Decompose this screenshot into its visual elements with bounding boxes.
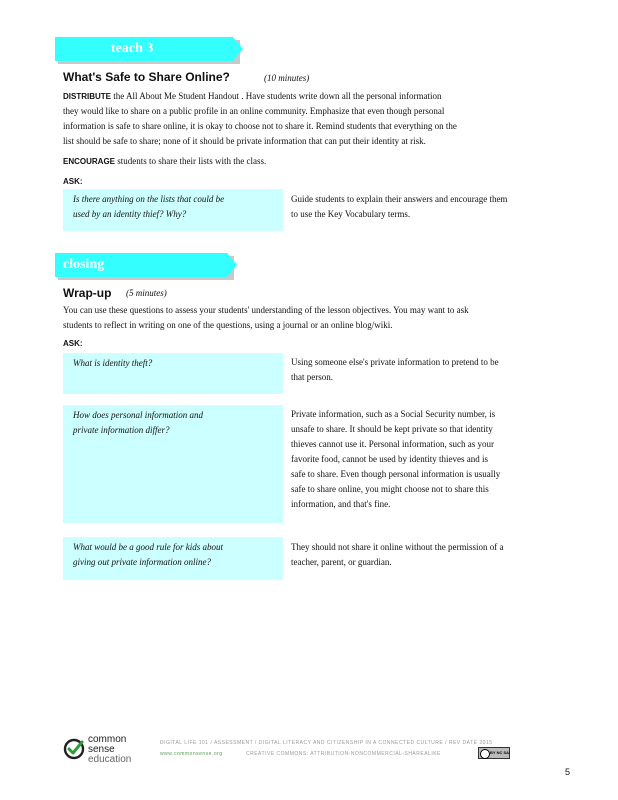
answer-line: unsafe to share. It should be kept private so that identity [291,424,493,434]
closing-answer-2 [291,407,563,512]
answer-line: favorite food, cannot be used by identity thieves and is [291,454,488,464]
closing-intro-line-2: students to reflect in writing on one of the questions, using a journal or an online blog/wiki. [63,320,393,330]
creative-commons-badge [478,747,510,759]
teach-heading: What's Safe to Share Online? [63,70,230,84]
closing-question-box-2 [63,405,283,523]
answer-line: thieves cannot use it. Personal information, such as your [291,439,494,449]
closing-answer-3 [291,540,563,570]
encourage-label: ENCOURAGE [63,157,116,166]
question-line: Is there anything on the lists that could be [73,194,225,204]
teach-answer [291,192,563,222]
answer-line: They should not share it online without the permission of a [291,542,504,552]
answer-line: Private information, such as a Social Security number, is [291,409,496,419]
closing-banner-label: closing [63,257,105,272]
answer-line: Guide students to explain their answers and encourage them [291,194,508,204]
answer-line: information, and that's fine. [291,499,391,509]
question-line: private information differ? [73,425,170,435]
closing-heading: Wrap-up [63,286,112,300]
closing-intro [63,303,563,333]
answer-line: safe to share. Even though personal information is usually [291,469,501,479]
question-line: giving out private information online? [73,557,211,567]
checkmark-logo-icon [63,738,85,760]
logo-word-sense: sense [88,744,115,755]
common-sense-logo [63,735,153,769]
teach-question-box [63,189,283,231]
distribute-label: DISTRIBUTE [63,92,111,101]
question-line: How does personal information and [73,410,204,420]
footer-url[interactable]: www.commonsense.org [160,751,223,757]
encourage-text: students to share their lists with the class. [117,156,267,166]
cc-badge-text: BY NC SA [490,750,510,755]
closing-banner [55,253,227,277]
answer-line: that person. [291,372,333,382]
closing-intro-line-1: You can use these questions to assess your students' understanding of the lesson objectives. You may want to ask [63,305,469,315]
closing-question-box-1 [63,353,283,394]
distribute-text-1: the All About Me Student Handout . Have students write down all the personal information [113,91,442,101]
page-number: 5 [565,767,571,777]
distribute-paragraph [63,89,563,149]
question-line: used by an identity thief? Why? [73,209,187,219]
closing-timing: (5 minutes) [126,288,167,298]
teach-banner-label: teach 3 [111,41,154,56]
closing-answer-1 [291,355,563,385]
answer-line: safe to share online, you might choose not to share this [291,484,489,494]
footer-license-line: CREATIVE COMMONS: ATTRIBUTION-NONCOMMERCIAL-SHAREALIKE [246,751,441,757]
question-line: What would be a good rule for kids about [73,542,223,552]
closing-question-box-3 [63,537,283,580]
closing-ask-label: ASK: [63,339,83,348]
distribute-text-4: list should be safe to share; none of it should be private information that can put their identity at risk. [63,136,426,146]
answer-line: Using someone else's private information to pretend to be [291,357,499,367]
teach-ask-label: ASK: [63,177,83,186]
teach-timing: (10 minutes) [264,73,310,83]
cc-icon [480,749,490,759]
logo-word-education: education [88,754,132,765]
answer-line: teacher, parent, or guardian. [291,557,392,567]
answer-line: to use the Key Vocabulary terms. [291,209,411,219]
question-line: What is identity theft? [73,358,153,368]
teach-banner [55,37,233,61]
distribute-text-3: information is safe to share online, it is okay to choose not to share it. Remind students that everything on the [63,121,457,131]
encourage-paragraph [63,154,563,169]
footer-course-line: DIGITAL LIFE 101 / ASSESSMENT / DIGITAL LITERACY AND CITIZENSHIP IN A CONNECTED CULTURE / REV DATE 2015 [160,740,493,746]
logo-word-common: common [88,734,127,745]
distribute-text-2: they would like to share on a public profile in an online community. Emphasize that even though personal [63,106,445,116]
